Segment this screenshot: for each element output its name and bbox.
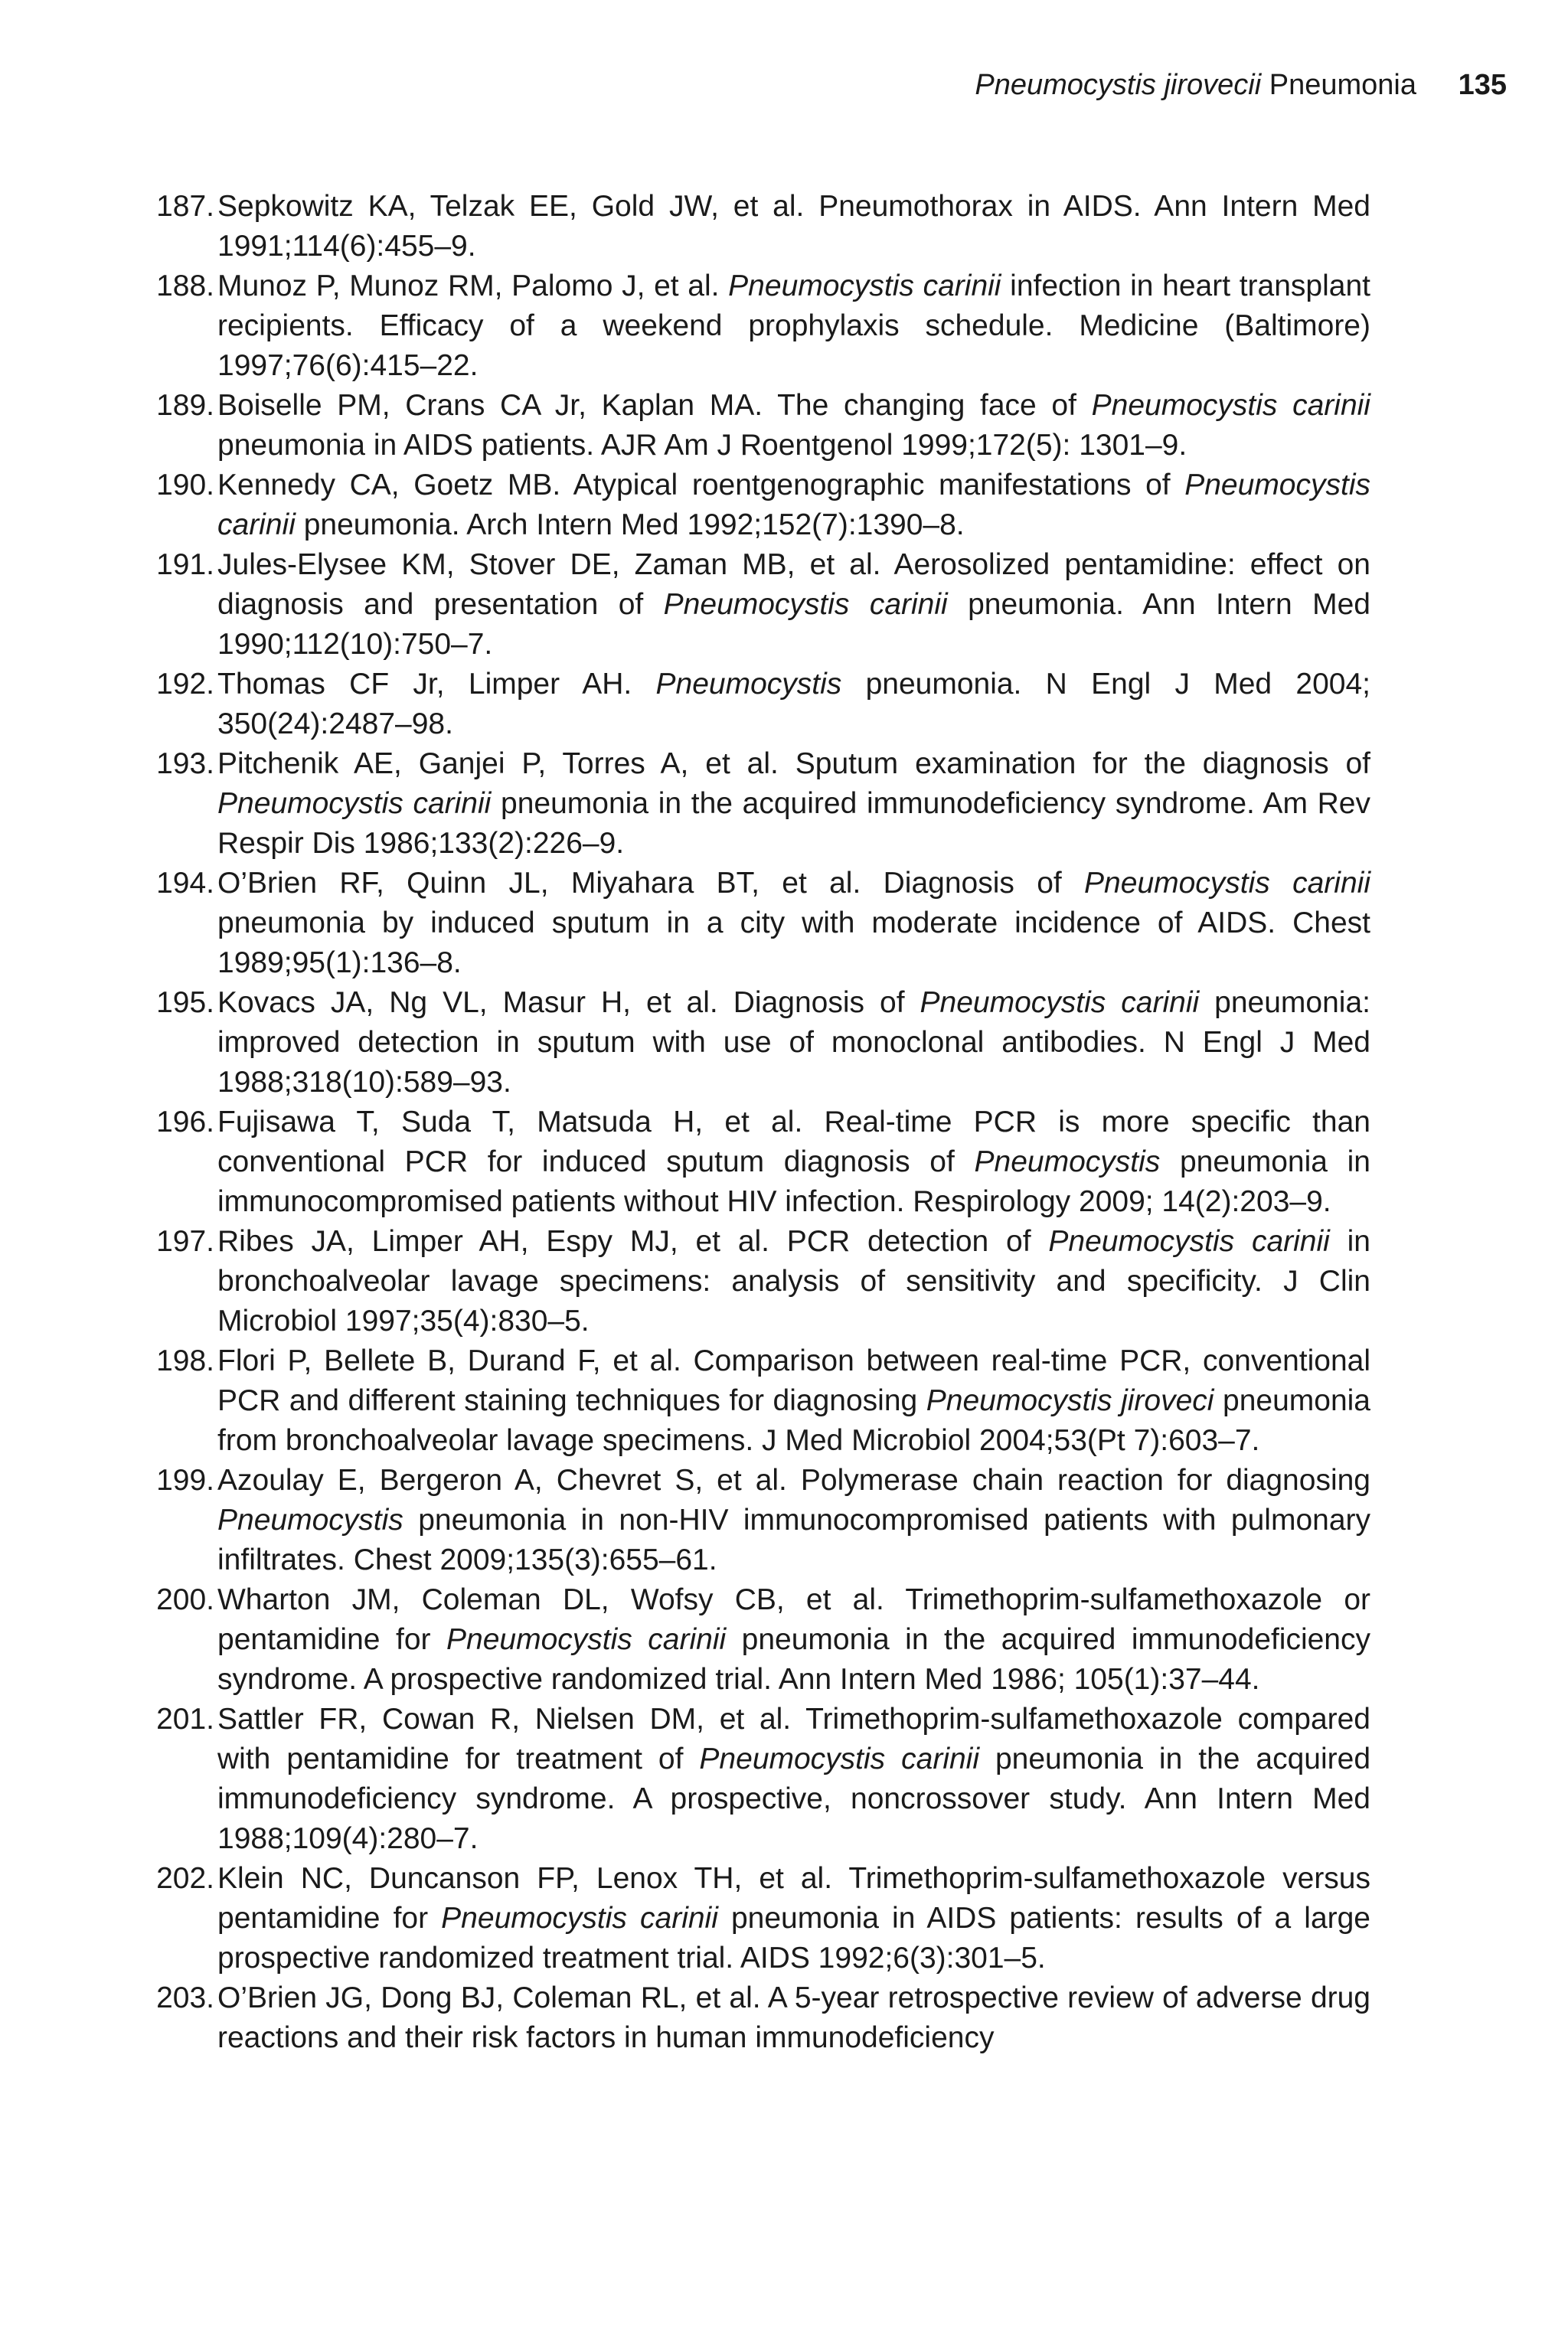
reference-item (0, 466, 1568, 545)
reference-italic-term: Pneumocystis (974, 1145, 1161, 1178)
reference-number: 202. (156, 1862, 214, 1895)
page-number: 135 (1458, 69, 1507, 101)
reference-text (217, 1341, 1370, 1461)
reference-text-segment: O’Brien JG, Dong BJ, Coleman RL, et al. A 5-year retrospective review of adverse drug reactions and their risk factors in human immunodeficiency (217, 1981, 1370, 2054)
reference-italic-term: Pneumocystis carinii (446, 1623, 727, 1656)
reference-text-segment: pneumonia. Ann Intern Med 1990;112(10):750–7. (217, 588, 1370, 661)
reference-text (217, 665, 1370, 744)
reference-number: 190. (156, 469, 214, 501)
running-title-rest: Pneumonia (1261, 69, 1416, 101)
reference-text-segment: Jules-Elysee KM, Stover DE, Zaman MB, et al. Aerosolized pentamidine: effect on diagnosis and presentation of (217, 548, 1370, 621)
reference-italic-term: Pneumocystis carinii (728, 270, 1001, 302)
reference-italic-term: Pneumocystis carinii (1048, 1225, 1330, 1258)
reference-italic-term: Pneumocystis carinii (217, 787, 492, 820)
reference-text (217, 1978, 1370, 2058)
reference-text (217, 1580, 1370, 1700)
reference-number: 187. (156, 190, 214, 223)
reference-number: 197. (156, 1225, 214, 1258)
reference-text (217, 386, 1370, 466)
reference-number: 192. (156, 668, 214, 701)
reference-text-segment: pneumonia in AIDS patients. AJR Am J Roentgenol 1999;172(5): 1301–9. (217, 429, 1187, 462)
reference-text-segment: O’Brien RF, Quinn JL, Miyahara BT, et al. Diagnosis of (217, 867, 1085, 900)
reference-text (217, 983, 1370, 1102)
running-title-italic: Pneumocystis jirovecii (975, 69, 1262, 101)
reference-text (217, 266, 1370, 386)
reference-text-segment: Pitchenik AE, Ganjei P, Torres A, et al. Sputum examination for the diagnosis of (217, 747, 1370, 780)
reference-italic-term: Pneumocystis carinii (1091, 389, 1370, 422)
reference-italic-term: Pneumocystis (655, 668, 842, 701)
reference-text-segment: Ribes JA, Limper AH, Espy MJ, et al. PCR detection of (217, 1225, 1049, 1258)
reference-text (217, 1461, 1370, 1580)
reference-item (0, 1341, 1568, 1461)
reference-item (0, 1461, 1568, 1580)
reference-text-segment: Wharton JM, Coleman DL, Wofsy CB, et al. Trimethoprim-sulfamethoxazole or pentamidine for (217, 1583, 1370, 1656)
reference-italic-term: Pneumocystis jiroveci (926, 1384, 1214, 1417)
reference-text (217, 1222, 1370, 1341)
reference-item (0, 1222, 1568, 1341)
reference-text (217, 1859, 1370, 1978)
reference-text (217, 744, 1370, 864)
reference-text-segment: pneumonia in AIDS patients: results of a large prospective randomized treatment trial. AIDS 1992;6(3):301–5. (217, 1902, 1370, 1975)
reference-italic-term: Pneumocystis carinii (663, 588, 948, 621)
reference-text (217, 545, 1370, 665)
reference-number: 198. (156, 1344, 214, 1377)
running-title (975, 66, 1416, 104)
reference-item (0, 864, 1568, 983)
reference-text-segment: in bronchoalveolar lavage specimens: analysis of sensitivity and specificity. J Clin Microbiol 1997;35(4):830–5. (217, 1225, 1370, 1338)
reference-text (217, 864, 1370, 983)
reference-item (0, 1859, 1568, 1978)
reference-item (0, 386, 1568, 466)
reference-text-segment: infection in heart transplant recipients. Efficacy of a weekend prophylaxis schedule. Medicine (Baltimore) 1997;76(6):415–22. (217, 270, 1370, 382)
reference-italic-term: Pneumocystis carinii (699, 1743, 980, 1775)
reference-text-segment: Boiselle PM, Crans CA Jr, Kaplan MA. The changing face of (217, 389, 1092, 422)
reference-number: 194. (156, 867, 214, 900)
reference-number: 191. (156, 548, 214, 581)
reference-text (217, 187, 1370, 266)
reference-text-segment: Flori P, Bellete B, Durand F, et al. Comparison between real-time PCR, conventional PCR and different staining techniques for diagnosing (217, 1344, 1370, 1417)
reference-item (0, 545, 1568, 665)
reference-text-segment: pneumonia in the acquired immunodeficiency syndrome. A prospective, noncrossover study. Ann Intern Med 1988;109(4):280–7. (217, 1743, 1371, 1855)
reference-text-segment: pneumonia in non-HIV immunocompromised patients with pulmonary infiltrates. Chest 2009;135(3):655–61. (217, 1504, 1370, 1576)
reference-item (0, 1700, 1568, 1859)
reference-list (0, 187, 1568, 2058)
running-head (138, 66, 1507, 104)
reference-text-segment: Sattler FR, Cowan R, Nielsen DM, et al. Trimethoprim-sulfamethoxazole compared with pentamidine for treatment of (217, 1703, 1370, 1775)
reference-text (217, 466, 1370, 545)
reference-italic-term: Pneumocystis (217, 1504, 403, 1537)
reference-text-segment: Kovacs JA, Ng VL, Masur H, et al. Diagnosis of (217, 986, 920, 1019)
reference-item (0, 744, 1568, 864)
reference-item (0, 1978, 1568, 2058)
reference-text-segment: Sepkowitz KA, Telzak EE, Gold JW, et al. Pneumothorax in AIDS. Ann Intern Med 1991;114(6):455–9. (217, 190, 1370, 263)
reference-text-segment: pneumonia by induced sputum in a city with moderate incidence of AIDS. Chest 1989;95(1):136–8. (217, 906, 1370, 979)
reference-text-segment: pneumonia in the acquired immunodeficiency syndrome. Am Rev Respir Dis 1986;133(2):226–9. (217, 787, 1370, 860)
reference-text (217, 1700, 1370, 1859)
reference-item (0, 266, 1568, 386)
reference-item (0, 983, 1568, 1102)
reference-text (217, 1102, 1370, 1222)
reference-text-segment: Munoz P, Munoz RM, Palomo J, et al. (217, 270, 729, 302)
reference-text-segment: Fujisawa T, Suda T, Matsuda H, et al. Real-time PCR is more specific than conventional PCR for induced sputum diagnosis of (217, 1106, 1370, 1178)
reference-text-segment: pneumonia. Arch Intern Med 1992;152(7):1390–8. (295, 508, 965, 541)
reference-text-segment: pneumonia from bronchoalveolar lavage specimens. J Med Microbiol 2004;53(Pt 7):603–7. (217, 1384, 1370, 1457)
reference-number: 201. (156, 1703, 214, 1736)
reference-text-segment: pneumonia: improved detection in sputum with use of monoclonal antibodies. N Engl J Med 1988;318(10):589–93. (217, 986, 1370, 1099)
reference-text-segment: pneumonia. N Engl J Med 2004; 350(24):2487–98. (217, 668, 1370, 740)
reference-text-segment: Klein NC, Duncanson FP, Lenox TH, et al. Trimethoprim-sulfamethoxazole versus pentamidine for (217, 1862, 1370, 1935)
reference-italic-term: Pneumocystis carinii (920, 986, 1200, 1019)
reference-item (0, 1102, 1568, 1222)
reference-item (0, 665, 1568, 744)
reference-italic-term: Pneumocystis carinii (441, 1902, 718, 1935)
reference-number: 188. (156, 270, 214, 302)
reference-text-segment: pneumonia in immunocompromised patients without HIV infection. Respirology 2009; 14(2):203–9. (217, 1145, 1370, 1218)
reference-italic-term: Pneumocystis carinii (217, 469, 1370, 541)
reference-text-segment: pneumonia in the acquired immunodeficiency syndrome. A prospective randomized trial. Ann Intern Med 1986; 105(1):37–44. (217, 1623, 1370, 1696)
reference-number: 193. (156, 747, 214, 780)
reference-number: 200. (156, 1583, 214, 1616)
reference-number: 196. (156, 1106, 214, 1138)
reference-number: 203. (156, 1981, 214, 2014)
reference-italic-term: Pneumocystis carinii (1084, 867, 1370, 900)
reference-number: 189. (156, 389, 214, 422)
reference-item (0, 1580, 1568, 1700)
reference-number: 195. (156, 986, 214, 1019)
reference-text-segment: Azoulay E, Bergeron A, Chevret S, et al. Polymerase chain reaction for diagnosing (217, 1464, 1370, 1497)
reference-text-segment: Thomas CF Jr, Limper AH. (217, 668, 656, 701)
reference-number: 199. (156, 1464, 214, 1497)
reference-item (0, 187, 1568, 266)
reference-text-segment: Kennedy CA, Goetz MB. Atypical roentgenographic manifestations of (217, 469, 1185, 501)
